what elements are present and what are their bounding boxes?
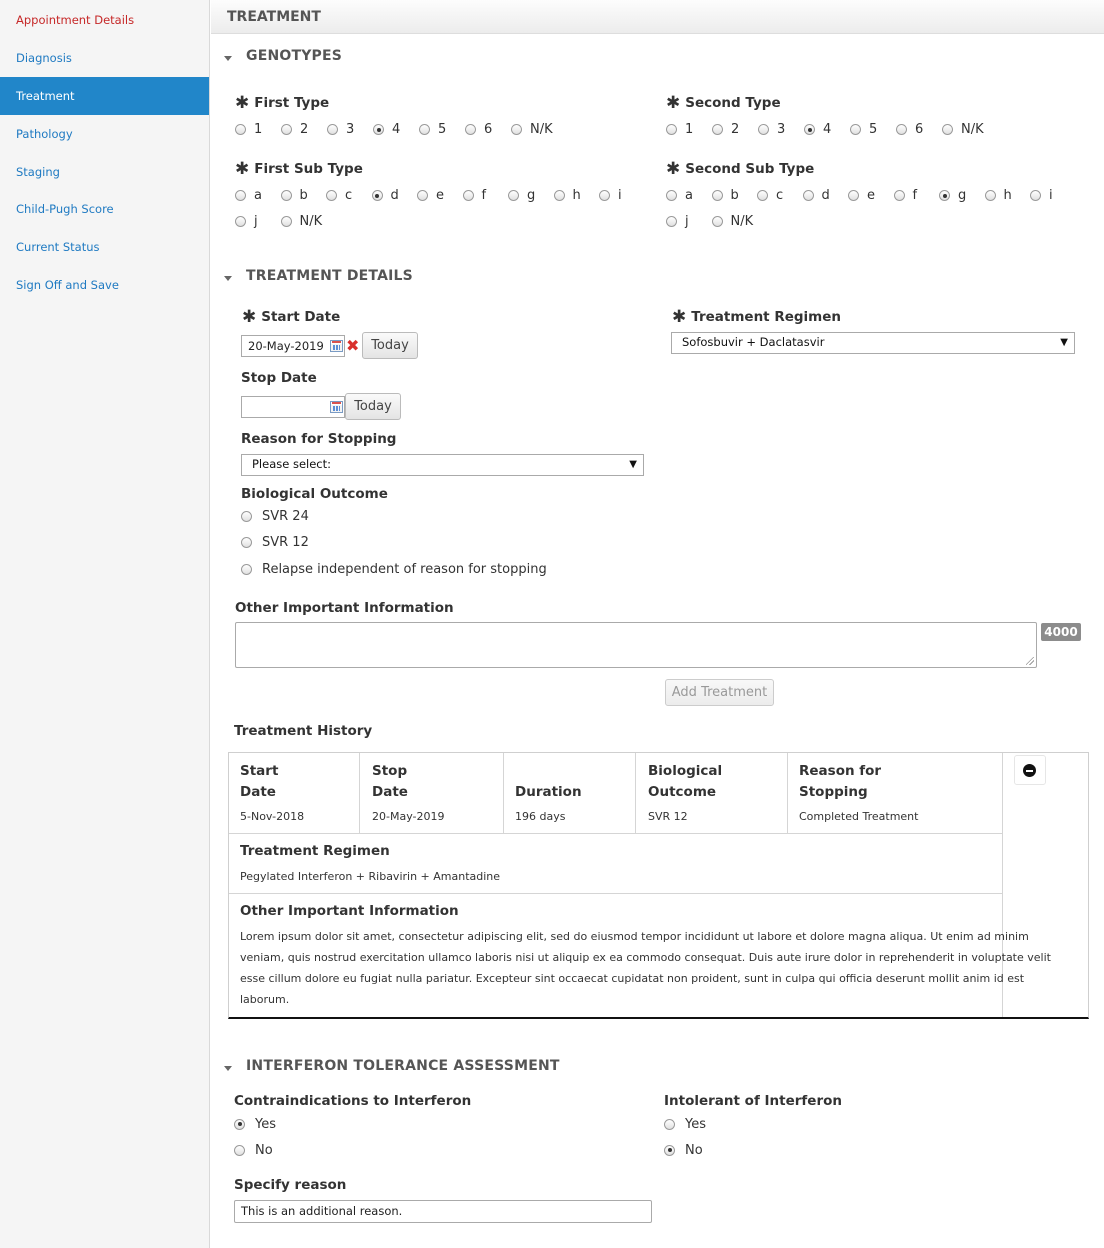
reason-for-stopping-label: Reason for Stopping — [241, 431, 397, 447]
radio-button[interactable] — [848, 190, 859, 201]
section-title-interferon: INTERFERON TOLERANCE ASSESSMENT — [246, 1058, 560, 1074]
sidebar-item-treatment[interactable]: Treatment — [0, 77, 209, 115]
radio-option[interactable] — [712, 188, 739, 203]
option-label: g — [527, 188, 536, 203]
option-label: 4 — [392, 122, 401, 137]
divider — [229, 833, 1002, 834]
radio-option[interactable] — [281, 214, 323, 229]
treatment-regimen-select[interactable] — [671, 332, 1075, 354]
radio-option[interactable] — [1030, 188, 1053, 203]
radio-option[interactable] — [281, 122, 308, 137]
radio-option[interactable] — [803, 188, 830, 203]
option-label: SVR 24 — [262, 508, 309, 524]
option-label: i — [1049, 188, 1053, 203]
treatment-regimen-label: ✱ Treatment Regimen — [672, 307, 842, 327]
collapse-toggle-icon[interactable] — [224, 56, 232, 61]
radio-button[interactable] — [554, 190, 565, 201]
dropdown-arrow-icon: ▼ — [629, 459, 637, 470]
first-type-label: ✱ First Type — [235, 93, 330, 113]
radio-button[interactable] — [712, 216, 723, 227]
other-info-text: Lorem ipsum dolor sit amet, consectetur adipiscing elit, sed do eiusmod tempor incididunt ut labore et dolore magna aliqua. Ut enim ad minim veniam, quis nostrud exercitation ullamco laboris nisi ut aliquip ex ea commodo consequat. Duis aute irure dolor in reprehenderit in voluptate velit esse cillum dolore eu fugiat nulla pariatur. Excepteur sint occaecat cupidatat non proident, sunt in culpa qui officia deserunt mollit anim id est laborum. — [240, 930, 1051, 1006]
radio-button[interactable] — [234, 1145, 245, 1156]
option-label: 2 — [300, 122, 309, 137]
radio-option[interactable] — [599, 188, 622, 203]
radio-button[interactable] — [942, 124, 953, 135]
option-label: h — [572, 188, 581, 203]
option-label: a — [685, 188, 693, 203]
radio-button[interactable] — [463, 190, 474, 201]
cell-duration: 196 days — [515, 810, 566, 823]
radio-option[interactable] — [465, 122, 492, 137]
required-asterisk-icon: ✱ — [235, 93, 250, 113]
radio-option[interactable] — [804, 122, 831, 137]
radio-option[interactable] — [554, 188, 581, 203]
radio-option[interactable] — [848, 188, 875, 203]
radio-button[interactable] — [666, 216, 677, 227]
radio-button[interactable] — [985, 190, 996, 201]
first-sub-type-label: ✱ First Sub Type — [235, 159, 363, 179]
clear-date-icon[interactable]: ✖ — [346, 336, 360, 355]
radio-button[interactable] — [712, 124, 723, 135]
remove-treatment-button[interactable] — [1014, 755, 1046, 785]
radio-button[interactable] — [327, 124, 338, 135]
radio-button[interactable] — [511, 124, 522, 135]
intolerant-label: Intolerant of Interferon — [664, 1093, 842, 1109]
column-header-start-date: Start Date — [240, 763, 279, 800]
column-header-reason-for-stopping: Reason for Stopping — [799, 763, 882, 800]
cell-start-date: 5-Nov-2018 — [240, 810, 305, 823]
radio-button[interactable] — [712, 190, 723, 201]
start-date-label: ✱ Start Date — [242, 307, 341, 327]
option-label: e — [867, 188, 875, 203]
radio-option[interactable] — [942, 122, 984, 137]
radio-button[interactable] — [508, 190, 519, 201]
collapse-toggle-icon[interactable] — [224, 276, 232, 281]
option-label: SVR 12 — [262, 534, 309, 550]
option-label: 3 — [346, 122, 355, 137]
radio-button[interactable] — [664, 1145, 675, 1156]
radio-option[interactable] — [985, 188, 1012, 203]
required-asterisk-icon: ✱ — [235, 159, 250, 179]
radio-option[interactable] — [235, 122, 262, 137]
sidebar-item-current-status[interactable]: Current Status — [16, 240, 100, 254]
divider — [635, 753, 636, 833]
radio-option[interactable] — [894, 188, 918, 203]
cell-stop-date: 20-May-2019 — [372, 810, 445, 823]
option-label: e — [436, 188, 444, 203]
radio-option[interactable] — [235, 214, 258, 229]
radio-option[interactable] — [757, 188, 783, 203]
reason-for-stopping-value: Please select: — [252, 457, 332, 471]
sidebar — [0, 0, 210, 1248]
option-label: 5 — [869, 122, 878, 137]
divider — [503, 753, 504, 833]
radio-option[interactable] — [417, 188, 444, 203]
option-label: c — [776, 188, 784, 203]
radio-option[interactable] — [712, 214, 754, 229]
radio-button[interactable] — [803, 190, 814, 201]
option-label: i — [618, 188, 622, 203]
second-type-label: ✱ Second Type — [666, 93, 781, 113]
radio-button[interactable] — [234, 1119, 245, 1130]
option-label: N/K — [299, 214, 323, 229]
minus-circle-icon — [1023, 764, 1036, 777]
option-label: 6 — [915, 122, 924, 137]
second-sub-type-label: ✱ Second Sub Type — [666, 159, 815, 179]
option-label: b — [730, 188, 739, 203]
radio-option[interactable] — [939, 188, 966, 203]
intolerant-yes-option[interactable] — [664, 1116, 706, 1132]
required-asterisk-icon: ✱ — [666, 159, 681, 179]
divider — [787, 753, 788, 833]
biological-outcome-option[interactable] — [241, 561, 547, 577]
radio-option[interactable] — [896, 122, 923, 137]
option-label: 6 — [484, 122, 493, 137]
sidebar-item-sign-off-and-save[interactable]: Sign Off and Save — [16, 278, 119, 292]
radio-button[interactable] — [281, 124, 292, 135]
option-label: N/K — [530, 122, 553, 137]
option-label: c — [345, 188, 353, 203]
sidebar-item-pathology[interactable]: Pathology — [16, 127, 73, 141]
option-label: Yes — [685, 1116, 706, 1132]
character-counter: 4000 — [1041, 623, 1081, 641]
page-title: TREATMENT — [211, 0, 1104, 34]
sidebar-item-staging[interactable]: Staging — [16, 165, 60, 179]
biological-outcome-label: Biological Outcome — [241, 486, 388, 502]
option-label: N/K — [730, 214, 754, 229]
contraindications-yes-option[interactable] — [234, 1116, 276, 1132]
column-header-biological-outcome: Biological Outcome — [648, 763, 723, 800]
other-info-heading: Other Important Information — [240, 903, 459, 919]
option-label: 3 — [777, 122, 786, 137]
radio-option[interactable] — [235, 188, 262, 203]
option-label: j — [685, 214, 689, 229]
option-label: 5 — [438, 122, 447, 137]
radio-button[interactable] — [666, 190, 677, 201]
radio-option[interactable] — [712, 122, 739, 137]
option-label: d — [390, 188, 399, 203]
divider — [229, 893, 1002, 894]
radio-button[interactable] — [417, 190, 428, 201]
start-date-input[interactable]: 20-May-2019 — [241, 335, 345, 357]
sidebar-item-appointment-details[interactable]: Appointment Details — [16, 13, 135, 27]
radio-option[interactable] — [666, 122, 693, 137]
required-asterisk-icon: ✱ — [672, 307, 687, 327]
stop-date-today-button[interactable]: Today — [345, 393, 401, 420]
sidebar-item-diagnosis[interactable]: Diagnosis — [16, 51, 72, 65]
option-label: No — [255, 1142, 273, 1158]
option-label: a — [254, 188, 262, 203]
radio-button[interactable] — [850, 124, 861, 135]
radio-button[interactable] — [666, 124, 677, 135]
reason-for-stopping-select[interactable] — [241, 454, 644, 476]
radio-button[interactable] — [419, 124, 430, 135]
regimen-label: Treatment Regimen — [240, 843, 390, 859]
radio-button[interactable] — [804, 124, 815, 135]
radio-option[interactable] — [373, 122, 400, 137]
main-content — [211, 0, 1104, 1248]
radio-button[interactable] — [241, 537, 252, 548]
biological-outcome-option[interactable] — [241, 508, 309, 524]
required-asterisk-icon: ✱ — [666, 93, 681, 113]
dropdown-arrow-icon: ▼ — [1060, 337, 1068, 348]
option-label: j — [254, 214, 258, 229]
radio-option[interactable] — [511, 122, 553, 137]
other-info-label: Other Important Information — [235, 600, 454, 616]
intolerant-no-option[interactable] — [664, 1142, 703, 1158]
option-label: Relapse independent of reason for stopping — [262, 561, 547, 577]
option-label: f — [481, 188, 487, 203]
option-label: 2 — [731, 122, 740, 137]
stop-date-label: Stop Date — [241, 370, 317, 386]
biological-outcome-option[interactable] — [241, 534, 309, 550]
specify-reason-label: Specify reason — [234, 1177, 347, 1193]
option-label: h — [1003, 188, 1012, 203]
calendar-icon[interactable] — [330, 340, 343, 352]
contraindications-label: Contraindications to Interferon — [234, 1093, 472, 1109]
cell-reason-for-stopping: Completed Treatment — [799, 810, 919, 823]
section-title-treatment-details: TREATMENT DETAILS — [246, 268, 413, 284]
radio-button[interactable] — [894, 190, 905, 201]
cell-biological-outcome: SVR 12 — [648, 810, 688, 823]
resize-grip-icon[interactable] — [1026, 657, 1034, 665]
radio-option[interactable] — [508, 188, 535, 203]
column-header-duration: Duration — [515, 784, 582, 800]
regimen-value: Pegylated Interferon + Ribavirin + Amantadine — [240, 870, 501, 883]
radio-option[interactable] — [419, 122, 446, 137]
option-label: 1 — [254, 122, 263, 137]
radio-button[interactable] — [465, 124, 476, 135]
radio-option[interactable] — [463, 188, 487, 203]
radio-button[interactable] — [373, 124, 384, 135]
section-title-genotypes: GENOTYPES — [246, 48, 343, 64]
option-label: 1 — [685, 122, 694, 137]
radio-button[interactable] — [235, 124, 246, 135]
collapse-toggle-icon[interactable] — [224, 1066, 232, 1071]
contraindications-no-option[interactable] — [234, 1142, 273, 1158]
add-treatment-button[interactable]: Add Treatment — [665, 679, 774, 706]
calendar-icon[interactable] — [330, 401, 343, 413]
other-info-textarea[interactable] — [235, 622, 1037, 668]
radio-button[interactable] — [235, 190, 246, 201]
radio-button[interactable] — [664, 1119, 675, 1130]
treatment-history-title: Treatment History — [234, 723, 373, 739]
treatment-history-table — [228, 752, 1089, 1019]
specify-reason-input[interactable]: This is an additional reason. — [234, 1200, 652, 1223]
radio-button[interactable] — [281, 190, 292, 201]
radio-button[interactable] — [235, 216, 246, 227]
radio-option[interactable] — [758, 122, 785, 137]
sidebar-item-child-pugh-score[interactable]: Child-Pugh Score — [16, 202, 114, 216]
required-asterisk-icon: ✱ — [242, 307, 257, 327]
treatment-regimen-value: Sofosbuvir + Daclatasvir — [682, 335, 825, 349]
option-label: g — [958, 188, 967, 203]
radio-button[interactable] — [372, 190, 383, 201]
radio-option[interactable] — [327, 122, 354, 137]
radio-button[interactable] — [939, 190, 950, 201]
radio-option[interactable] — [372, 188, 399, 203]
radio-button[interactable] — [326, 190, 337, 201]
radio-option[interactable] — [326, 188, 352, 203]
radio-option[interactable] — [850, 122, 877, 137]
radio-button[interactable] — [1030, 190, 1041, 201]
option-label: N/K — [961, 122, 984, 137]
radio-button[interactable] — [599, 190, 610, 201]
radio-button[interactable] — [281, 216, 292, 227]
radio-option[interactable] — [666, 214, 689, 229]
option-label: 4 — [823, 122, 832, 137]
radio-option[interactable] — [281, 188, 308, 203]
radio-button[interactable] — [758, 124, 769, 135]
radio-option[interactable] — [666, 188, 693, 203]
column-header-stop-date: Stop Date — [372, 763, 408, 800]
radio-button[interactable] — [241, 511, 252, 522]
option-label: Yes — [255, 1116, 276, 1132]
radio-button[interactable] — [241, 564, 252, 575]
option-label: No — [685, 1142, 703, 1158]
option-label: b — [299, 188, 308, 203]
radio-button[interactable] — [896, 124, 907, 135]
divider — [359, 753, 360, 833]
option-label: f — [912, 188, 918, 203]
start-date-today-button[interactable]: Today — [362, 332, 418, 359]
option-label: d — [821, 188, 830, 203]
radio-button[interactable] — [757, 190, 768, 201]
